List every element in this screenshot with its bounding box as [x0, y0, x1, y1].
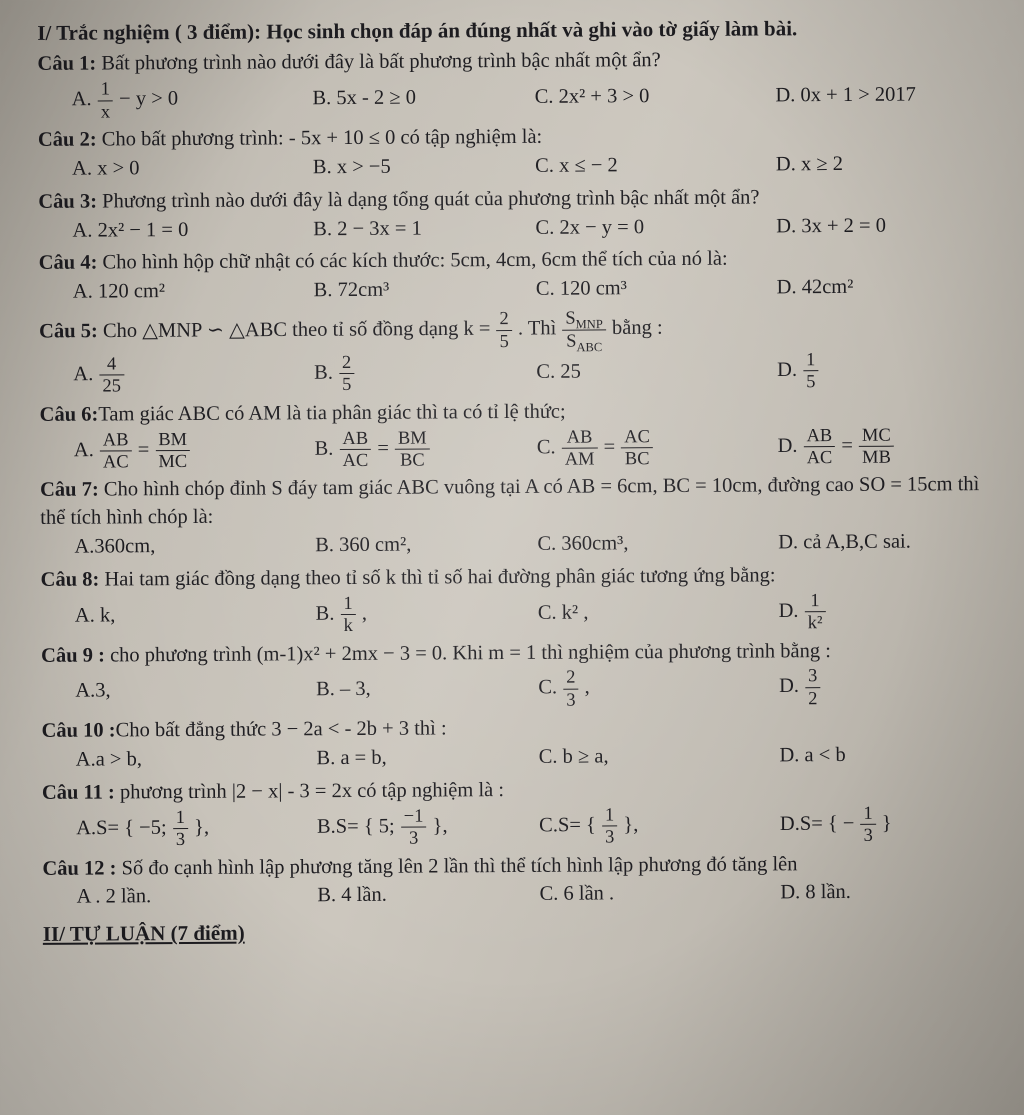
question-label: Câu 12 :: [42, 857, 117, 880]
questions: [37, 45, 1002, 912]
question-label: Câu 9 :: [41, 644, 105, 667]
option-c: C. 360cm³,: [537, 532, 629, 555]
fraction: $\frac{S_{MNP}}{S_{ABC}}$: [561, 309, 607, 351]
option-c: C. x ≤ − 2: [535, 154, 618, 177]
question-stem: Câu 1: Bất phương trình nào dưới đây là bất phương trình bậc nhất một ẩn?: [37, 49, 661, 76]
option-d: D. x ≥ 2: [775, 152, 843, 176]
section-footer: II/ TỰ LUẬN (7 điểm): [42, 920, 245, 947]
fraction: $\frac{BM}{MC}$: [154, 430, 191, 472]
option-c: C. $\frac{AB}{AM}$ = $\frac{AC}{BC}$: [537, 426, 778, 469]
question-label: Câu 10 :: [41, 719, 116, 743]
option-b: B. 360 cm²,: [315, 533, 412, 557]
option-d: D. a < b: [779, 744, 846, 767]
option-d: D. 0x + 1 > 2017: [775, 83, 916, 107]
option-d: D. $\frac{3}{2}$: [779, 665, 1001, 708]
question-6: [40, 396, 1000, 472]
fraction: $\frac{1}{5}$: [802, 350, 819, 392]
question-label: Câu 5:: [39, 320, 98, 343]
fraction: $\frac{AB}{AM}$: [561, 427, 599, 469]
option-c: C. 2x² + 3 > 0: [534, 85, 650, 109]
option-b: B. $\frac{AB}{AC}$ = $\frac{BM}{BC}$: [314, 427, 536, 470]
option-a: A.a > b,: [75, 748, 143, 771]
question-stem: Câu 5: Cho △MNP ∽ △ABC theo tỉ số đồng dạng k = $\frac{2}{5}$ . Thì $\frac{S_{MNP}}{S_{ABC}}$ bằng :: [39, 307, 663, 354]
question-12: [42, 850, 1002, 913]
question-options: [40, 528, 1000, 562]
option-c: C. 6 lần .: [539, 882, 615, 906]
option-d: D. 8 lần.: [780, 881, 851, 904]
option-d: D. $\frac{1}{5}$: [777, 349, 999, 392]
question-label: Câu 8:: [40, 568, 100, 591]
fraction: $\frac{1}{x}$: [97, 80, 114, 122]
option-b: B. $\frac{1}{k}$ ,: [315, 592, 368, 636]
option-d: D. cả A,B,C sai.: [778, 530, 911, 554]
option-c: C. k² ,: [537, 601, 589, 624]
option-c: C. 25: [536, 360, 581, 383]
fraction: $\frac{AB}{AC}$: [803, 426, 837, 468]
question-stem: Câu 10 :Cho bất đẳng thức 3 − 2a < - 2b + 3 thì :: [41, 717, 447, 743]
question-8: [41, 561, 1001, 637]
fraction: $\frac{1}{3}$: [172, 808, 189, 850]
fraction: $\frac{2}{3}$: [562, 668, 579, 710]
question-stem: Câu 3: Phương trình nào dưới đây là dạng tổng quát của phương trình bậc nhất một ẩn?: [38, 186, 760, 213]
fraction: $\frac{3}{2}$: [804, 667, 821, 709]
question-label: Câu 7:: [40, 478, 99, 502]
fraction: $\frac{1}{3}$: [601, 805, 618, 847]
question-stem: Câu 6:Tam giác ABC có AM là tia phân giác thì ta có tỉ lệ thức;: [39, 400, 566, 426]
option-b: B. – 3,: [316, 678, 371, 701]
option-c: C. $\frac{2}{3}$ ,: [538, 667, 590, 710]
question-label: Câu 1:: [37, 52, 97, 76]
question-1: [37, 45, 997, 121]
question-options: [38, 212, 998, 246]
question-9: [41, 637, 1001, 713]
question-options: [42, 741, 1002, 775]
option-d: D. 42cm²: [776, 276, 854, 299]
question-options: [38, 150, 998, 184]
option-a: A.360cm,: [74, 535, 156, 558]
option-a: A. $\frac{4}{25}$: [73, 353, 314, 396]
fraction: $\frac{-1}{3}$: [400, 806, 428, 848]
option-b: B. 4 lần.: [317, 884, 387, 907]
option-a: A.S= { −5; $\frac{1}{3}$ },: [76, 806, 210, 850]
question-options: [42, 803, 1002, 851]
question-options: [41, 590, 1001, 638]
question-label: Câu 4:: [38, 251, 98, 275]
option-b: B. 5x - 2 ≥ 0: [312, 86, 417, 110]
question-options: [43, 878, 1003, 912]
fraction: $\frac{AB}{AC}$: [338, 428, 372, 470]
option-d: D. $\frac{1}{\text{k²}}$: [778, 590, 1000, 633]
option-b: B.S= { 5; $\frac{-1}{3}$ },: [316, 805, 448, 848]
option-b: B. a = b,: [316, 746, 387, 770]
question-stem: Câu 8: Hai tam giác đồng dạng theo tỉ số k thì tỉ số hai đường phân giác tương ứng bằng:: [40, 564, 776, 591]
option-d: D. 3x + 2 = 0: [776, 214, 886, 237]
question-stem: Câu 12 : Số đo cạnh hình lập phương tăng lên 2 lần thì thể tích hình lập phương đó tăng lên: [42, 852, 798, 880]
option-a: A . 2 lần.: [76, 885, 152, 909]
option-d: D.S= { − $\frac{1}{3}$ }: [779, 802, 892, 846]
question-label: Câu 3:: [38, 190, 98, 213]
fraction: $\frac{1}{k}$: [339, 594, 356, 636]
fraction: $\frac{2}{5}$: [338, 353, 355, 395]
question-label: Câu 2:: [37, 128, 97, 151]
option-a: A. $\frac{1}{x}$ − y > 0: [71, 78, 179, 122]
fraction: $\frac{MC}{MB}$: [858, 425, 895, 467]
fraction: $\frac{BM}{BC}$: [394, 428, 431, 470]
option-b: B. 2 − 3x = 1: [313, 217, 422, 240]
option-a: A. 2x² − 1 = 0: [72, 218, 189, 242]
option-c: C.S= { $\frac{1}{3}$ },: [539, 804, 639, 847]
option-d: D. $\frac{AB}{AC}$ = $\frac{MC}{MB}$: [777, 425, 999, 468]
question-stem: Câu 4: Cho hình hộp chữ nhật có các kích thước: 5cm, 4cm, 6cm thể tích của nó là:: [38, 248, 728, 275]
fraction: $\frac{AC}{BC}$: [620, 427, 654, 469]
option-a: A.3,: [75, 679, 111, 703]
question-stem: Câu 2: Cho bất phương trình: - 5x + 10 ≤ 0 có tập nghiệm là:: [37, 125, 543, 151]
fraction: $\frac{4}{25}$: [98, 354, 125, 396]
question-options: [41, 665, 1001, 713]
option-c: C. 2x − y = 0: [535, 215, 645, 239]
question-options: [39, 273, 999, 307]
question-options: [40, 425, 1000, 473]
option-b: B. 72cm³: [313, 279, 390, 302]
question-options: [39, 349, 999, 397]
question-stem: Câu 9 : cho phương trình (m-1)x² + 2mx − 3 = 0. Khi m = 1 thì nghiệm của phương trình bằng :: [41, 639, 831, 667]
question-7: [40, 471, 1000, 561]
option-a: A. 120 cm²: [72, 280, 166, 304]
question-3: [38, 183, 998, 246]
option-b: B. x > −5: [312, 155, 391, 179]
question-options: [38, 74, 998, 122]
question-2: [38, 121, 998, 184]
fraction: $\frac{1}{3}$: [859, 804, 876, 846]
option-b: B. $\frac{2}{5}$: [314, 352, 536, 395]
option-c: C. b ≥ a,: [538, 745, 609, 768]
question-label: Câu 6:: [39, 403, 99, 426]
question-stem: Câu 11 : phương trình |2 − x| - 3 = 2x có tập nghiệm là :: [41, 779, 505, 804]
section-title: I/ Trắc nghiệm ( 3 điểm): Học sinh chọn đáp án đúng nhất và ghi vào tờ giấy làm bài.: [37, 16, 798, 45]
fraction: $\frac{1}{\text{k²}}$: [804, 591, 827, 633]
option-a: A. $\frac{AB}{AC}$ = $\frac{BM}{MC}$: [74, 429, 315, 472]
question-5: [39, 306, 999, 396]
question-label: Câu 11 :: [41, 781, 115, 804]
question-4: [39, 244, 999, 307]
option-c: C. 120 cm³: [535, 277, 627, 301]
option-a: A. x > 0: [72, 157, 140, 180]
option-a: A. k,: [74, 604, 116, 627]
question-stem: Câu 7: Cho hình chóp đỉnh S đáy tam giác ABC vuông tại A có AB = 6cm, BC = 10cm, đường cao SO = 15cm thì thể tích hình chóp là:: [40, 473, 980, 530]
question-10: [41, 712, 1001, 775]
question-11: [42, 774, 1002, 850]
fraction: $\frac{2}{5}$: [495, 309, 512, 351]
fraction: $\frac{AB}{AC}$: [99, 430, 133, 472]
